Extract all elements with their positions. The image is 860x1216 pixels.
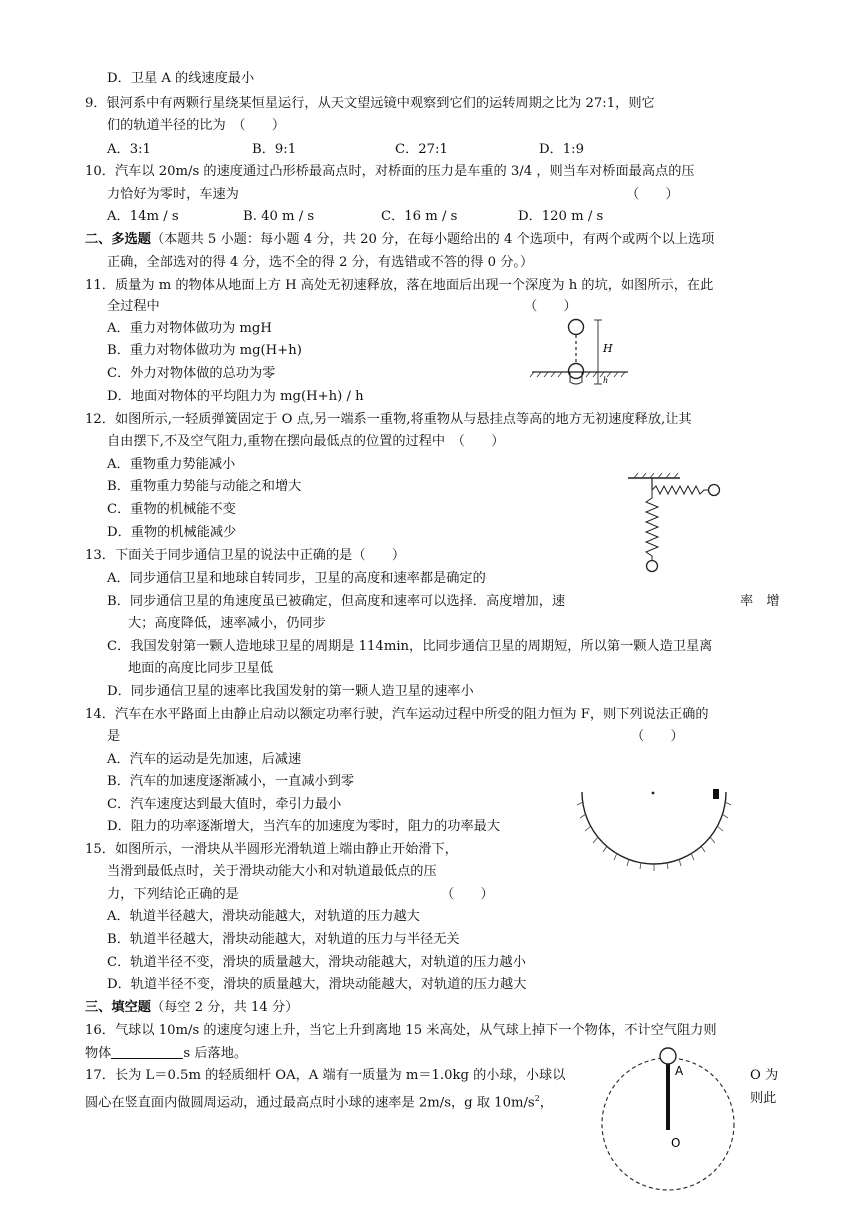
q15-figure: [574, 786, 734, 882]
q17-superscript: 2: [534, 1094, 540, 1103]
q15-answer-bracket: （ ）: [441, 887, 494, 902]
q15-track-hatch: [577, 802, 731, 871]
q14-option-b: B．汽车的加速度逐渐减小，一直减小到零: [107, 774, 355, 789]
q17-figure: [596, 1046, 746, 1196]
q9-option-c: C．27:1: [395, 142, 448, 157]
q17-label-O: O: [671, 1136, 681, 1150]
q11-option-a: A．重力对物体做功为 mgH: [107, 321, 272, 336]
q14-stem-line2: 是: [107, 729, 121, 744]
q9-option-a: A．3:1: [107, 142, 151, 157]
q11-ball-ground: [569, 364, 584, 379]
q13-option-b-line2: 大；高度降低，速率减小，仍同步: [128, 616, 326, 631]
q14-answer-bracket: （ ）: [631, 729, 684, 744]
q12-stem-line1: 12．如图所示,一轻质弹簧固定于 O 点,另一端系一重物,将重物从与悬挂点等高的地方无初速度释放,让其: [85, 412, 692, 427]
q15-option-c: C．轨道半径不变，滑块的质量越大，滑块动能越大，对轨道的压力越小: [107, 955, 526, 970]
q11-label-H: H: [603, 342, 613, 355]
section3-title: 三、填空题: [85, 1000, 151, 1015]
q14-option-c: C．汽车速度达到最大值时，牵引力最小: [107, 797, 342, 812]
q13-stem: 13．下面关于同步通信卫星的说法中正确的是（ ）: [85, 548, 406, 563]
q11-option-d: D．地面对物体的平均阻力为 mg(H+h) / h: [107, 389, 364, 404]
section2-instructions-line1: （本题共 5 小题：每小题 4 分，共 20 分，在每小题给出的 4 个选项中，有两个或两个以上选项: [150, 232, 715, 247]
q10-stem-line1: 10．汽车以 20m/s 的速度通过凸形桥最高点时，对桥面的压力是车重的 3/4 ，则当车对桥面最高点的压: [85, 164, 695, 179]
section3-instructions: （每空 2 分，共 14 分）: [150, 1000, 299, 1015]
q14-option-d: D．阻力的功率逐渐增大，当汽车的加速度为零时，阻力的功率最大: [107, 819, 501, 834]
q17-stem-line2-tail: 则此: [750, 1091, 777, 1106]
q12-spring-horizontal: [652, 486, 708, 494]
q17-comma: ，: [539, 1095, 553, 1111]
q9-stem-line2: 们的轨道半径的比为 （ ）: [107, 118, 286, 133]
q17-stem-line1: 17．长为 L＝0.5m 的轻质细杆 OA，A 端有一质量为 m＝1.0kg 的小球，小球以: [85, 1068, 566, 1083]
q12-weight-start: [709, 485, 720, 496]
q15-stem-line2: 当滑到最低点时，关于滑块动能大小和对轨道最低点的压: [107, 864, 437, 879]
q15-stem-line1: 15．如图所示，一滑块从半圆形光滑轨道上端由静止开始滑下，: [85, 842, 458, 857]
q12-figure: [628, 472, 724, 576]
q12-option-a: A．重物重力势能减小: [107, 457, 236, 472]
q10-options: [107, 208, 807, 226]
q9-options: [107, 141, 807, 159]
q15-semicircle-track: [582, 792, 726, 864]
q10-option-d: D．120 m / s: [518, 209, 604, 224]
q11-stem-line1: 11．质量为 m 的物体从地面上方 H 高处无初速释放，落在地面后出现一个深度为 h 的坑，如图所示，在此: [85, 278, 714, 293]
q16-stem-line2: [85, 1044, 247, 1063]
q12-spring-vertical: [646, 490, 658, 560]
q17-ball: [660, 1048, 676, 1064]
q16-text-after-blank: s 后落地。: [183, 1046, 248, 1061]
q10-stem-line2: 力恰好为零时，车速为: [107, 187, 239, 202]
q17-stem-line2: [85, 1090, 553, 1112]
q13-option-d: D．同步通信卫星的速率比我国发射的第一颗人造卫星的速率小: [107, 684, 474, 699]
q12-option-d: D．重物的机械能减少: [107, 525, 237, 540]
q17-stem-line1-tail: O 为: [750, 1068, 779, 1083]
q15-center-point: [652, 792, 655, 795]
q11-label-h: h: [603, 376, 609, 385]
q12-ceiling-hatch: [634, 473, 678, 478]
q8-option-d: D．卫星 A 的线速度最小: [107, 71, 255, 86]
section2-header: [85, 231, 714, 249]
q10-option-a: A．14m / s: [107, 209, 179, 224]
q10-option-c: C．16 m / s: [381, 209, 458, 224]
q16-text-before-blank: 物体: [85, 1046, 112, 1061]
q12-option-b: B．重物重力势能与动能之和增大: [107, 479, 302, 494]
q11-option-c: C．外力对物体做的总功为零: [107, 366, 276, 381]
q9-option-d: D．1:9: [539, 142, 584, 157]
q15-slider-block: [713, 789, 719, 799]
q13-option-c-line1: C．我国发射第一颗人造地球卫星的周期是 114min，比同步通信卫星的周期短，所以第一颗人造卫星离: [107, 639, 713, 654]
section3-header: [85, 999, 298, 1017]
section2-instructions-line2: 正确，全部选对的得 4 分，选不全的得 2 分，有选错或不答的得 0 分。）: [107, 255, 534, 270]
q11-stem-line2: 全过程中: [107, 299, 160, 314]
q10-answer-bracket: （ ）: [626, 187, 679, 202]
q13-option-b-line1: B．同步通信卫星的角速度虽已被确定，但高度和速率可以选择．高度增加，速: [107, 594, 566, 609]
q13-option-c-line2: 地面的高度比同步卫星低: [128, 661, 274, 676]
q9-option-b: B．9:1: [252, 142, 297, 157]
q16-stem-line1: 16．气球以 10m/s 的速度匀速上升，当它上升到离地 15 米高处，从气球上掉下一个物体，不计空气阻力则: [85, 1023, 717, 1038]
q11-figure: [530, 316, 630, 408]
q11-answer-bracket: （ ）: [524, 299, 577, 314]
q11-option-b: B．重力对物体做功为 mg(H+h): [107, 343, 302, 358]
section2-title: 二、多选题: [85, 232, 151, 247]
q11-ball-top: [569, 320, 584, 335]
q13-option-a: A．同步通信卫星和地球自转同步，卫星的高度和速率都是确定的: [107, 571, 486, 586]
q14-stem-line1: 14．汽车在水平路面上由静止启动以额定功率行驶，汽车运动过程中所受的阻力恒为 F，则下列说法正确的: [85, 707, 709, 722]
q12-stem-line2: 自由摆下,不及空气阻力,重物在摆向最低点的位置的过程中 （ ）: [107, 434, 505, 449]
q17-stem-line2-text: 圆心在竖直面内做圆周运动，通过最高点时小球的速率是 2m/s，g 取 10m/s: [85, 1095, 535, 1111]
q13-option-b-line1-tail: 率 增: [740, 594, 780, 609]
q16-answer-blank[interactable]: [111, 1044, 183, 1059]
q9-stem-line1: 9．银河系中有两颗行星绕某恒星运行，从天文望远镜中观察到它们的运转周期之比为 27:1，则它: [85, 96, 655, 111]
q17-label-A: A: [675, 1064, 684, 1078]
q12-option-c: C．重物的机械能不变: [107, 502, 236, 517]
q15-stem-line3: 力，下列结论正确的是: [107, 887, 239, 902]
q10-option-b: B. 40 m / s: [243, 209, 315, 224]
q15-option-b: B．轨道半径越大，滑块动能越大，对轨道的压力与半径无关: [107, 932, 460, 947]
q14-option-a: A．汽车的运动是先加速，后减速: [107, 752, 302, 767]
q12-weight-bottom: [647, 561, 658, 572]
q15-option-d: D．轨道半径不变，滑块的质量越大，滑块动能越大，对轨道的压力越大: [107, 977, 527, 992]
q15-option-a: A．轨道半径越大，滑块动能越大，对轨道的压力越大: [107, 909, 420, 924]
